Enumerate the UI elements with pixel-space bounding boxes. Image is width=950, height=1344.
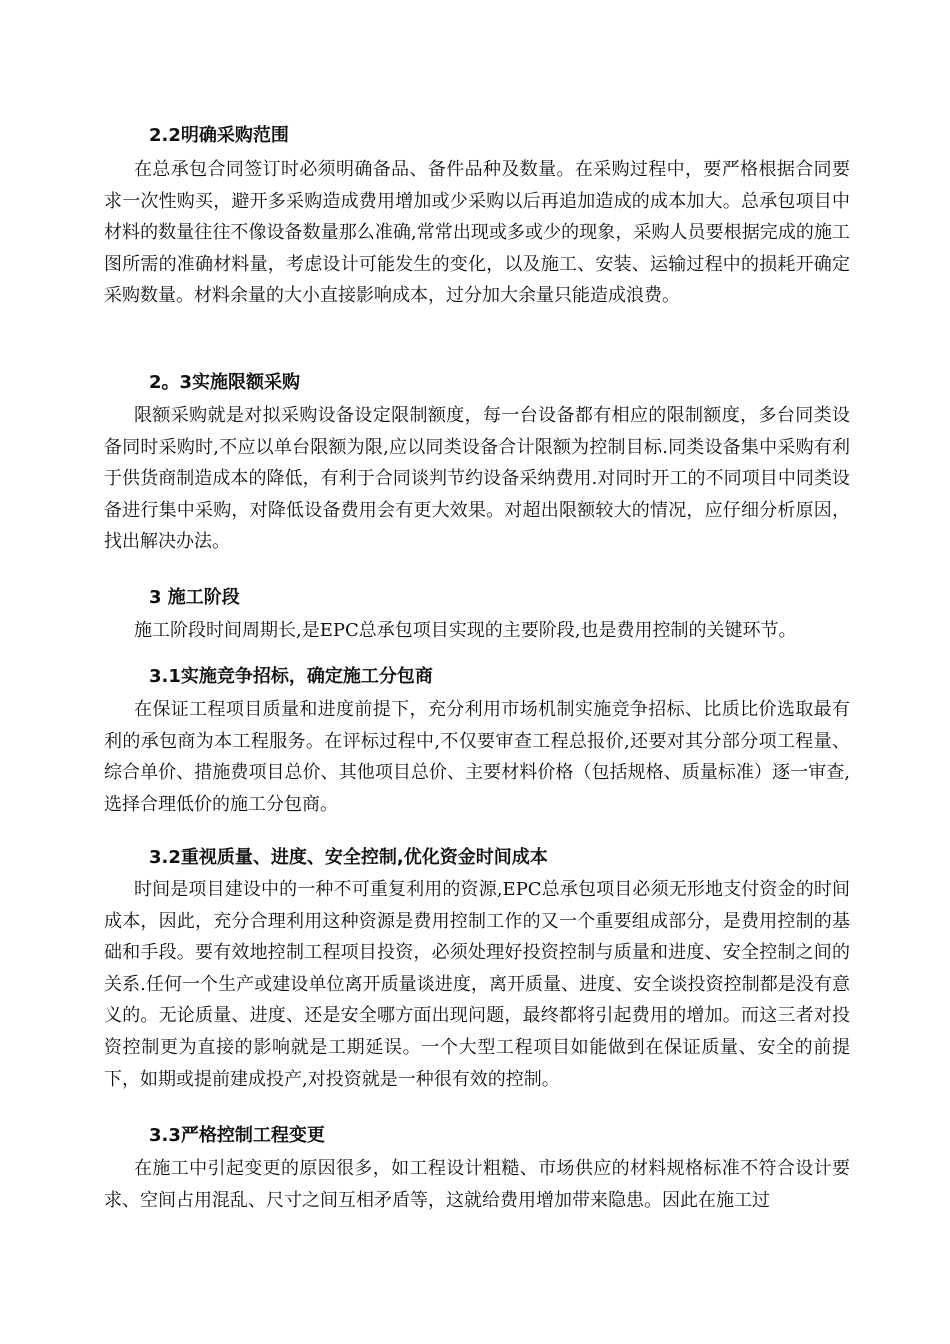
section-paragraph-3-2: 时间是项目建设中的一种不可重复利用的资源,EPC总承包项目必须无形地支付资金的时间成本，因此，充分合理利用这种资源是费用控制工作的又一个重要组成部分，是费用控制的基础和手段。要有效地控制工程项目投资，必须处理好投资控制与质量和进度、安全控制之间的关系.任何一个生产或建设单位离开质量谈进度，离开质量、进度、安全谈投资控制都是没有意义的。无论质量、进度、还是安全哪方面出现问题，最终都将引起费用的增加。而这三者对投资控制更为直接的影响就是工期延误。一个大型工程项目如能做到在保证质量、安全的前提下，如期或提前建成投产,对投资就是一种很有效的控制。 [104, 879, 850, 1090]
section-heading-2-2: 2.2明确采购范围 [149, 125, 289, 146]
section-paragraph-2-2: 在总承包合同签订时必须明确备品、备件品种及数量。在采购过程中，要严格根据合同要求一次性购买，避开多采购造成费用增加或少采购以后再追加造成的成本加大。总承包项目中材料的数量往往不像设备数量那么准确,常常出现或多或少的现象，采购人员要根据完成的施工图所需的准确材料量，考虑设计可能发生的变化，以及施工、安装、运输过程中的损耗开确定采购数量。材料余量的大小直接影响成本，过分加大余量只能造成浪费。 [104, 159, 850, 307]
section-heading-3: 3 施工阶段 [149, 587, 240, 608]
section-paragraph-2-3: 限额采购就是对拟采购设备设定限制额度，每一台设备都有相应的限制额度，多台同类设备同时采购时,不应以单台限额为限,应以同类设备合计限额为控制目标.同类设备集中采购有利于供货商制造成本的降低，有利于合同谈判节约设备采纳费用.对同时开工的不同项目中同类设备进行集中采购，对降低设备费用会有更大效果。对超出限额较大的情况，应仔细分析原因，找出解决办法。 [104, 405, 850, 553]
section-paragraph-3: 施工阶段时间周期长,是EPC总承包项目实现的主要阶段,也是费用控制的关键环节。 [134, 620, 797, 641]
section-paragraph-3-3: 在施工中引起变更的原因很多，如工程设计粗糙、市场供应的材料规格标准不符合设计要求、空间占用混乱、尺寸之间互相矛盾等，这就给费用增加带来隐患。因此在施工过 [104, 1158, 850, 1211]
section-heading-2-3: 2。3实施限额采购 [149, 372, 301, 393]
section-heading-3-3: 3.3严格控制工程变更 [149, 1125, 325, 1146]
section-paragraph-3-1: 在保证工程项目质量和进度前提下，充分利用市场机制实施竞争招标、比质比价选取最有利的承包商为本工程服务。在评标过程中,不仅要审查工程总报价,还要对其分部分项工程量、综合单价、措施费项目总价、其他项目总价、主要材料价格（包括规格、质量标准）逐一审查,选择合理低价的施工分包商。 [104, 699, 850, 815]
section-heading-3-2: 3.2重视质量、进度、安全控制,优化资金时间成本 [149, 847, 548, 868]
section-heading-3-1: 3.1实施竞争招标，确定施工分包商 [149, 666, 433, 687]
